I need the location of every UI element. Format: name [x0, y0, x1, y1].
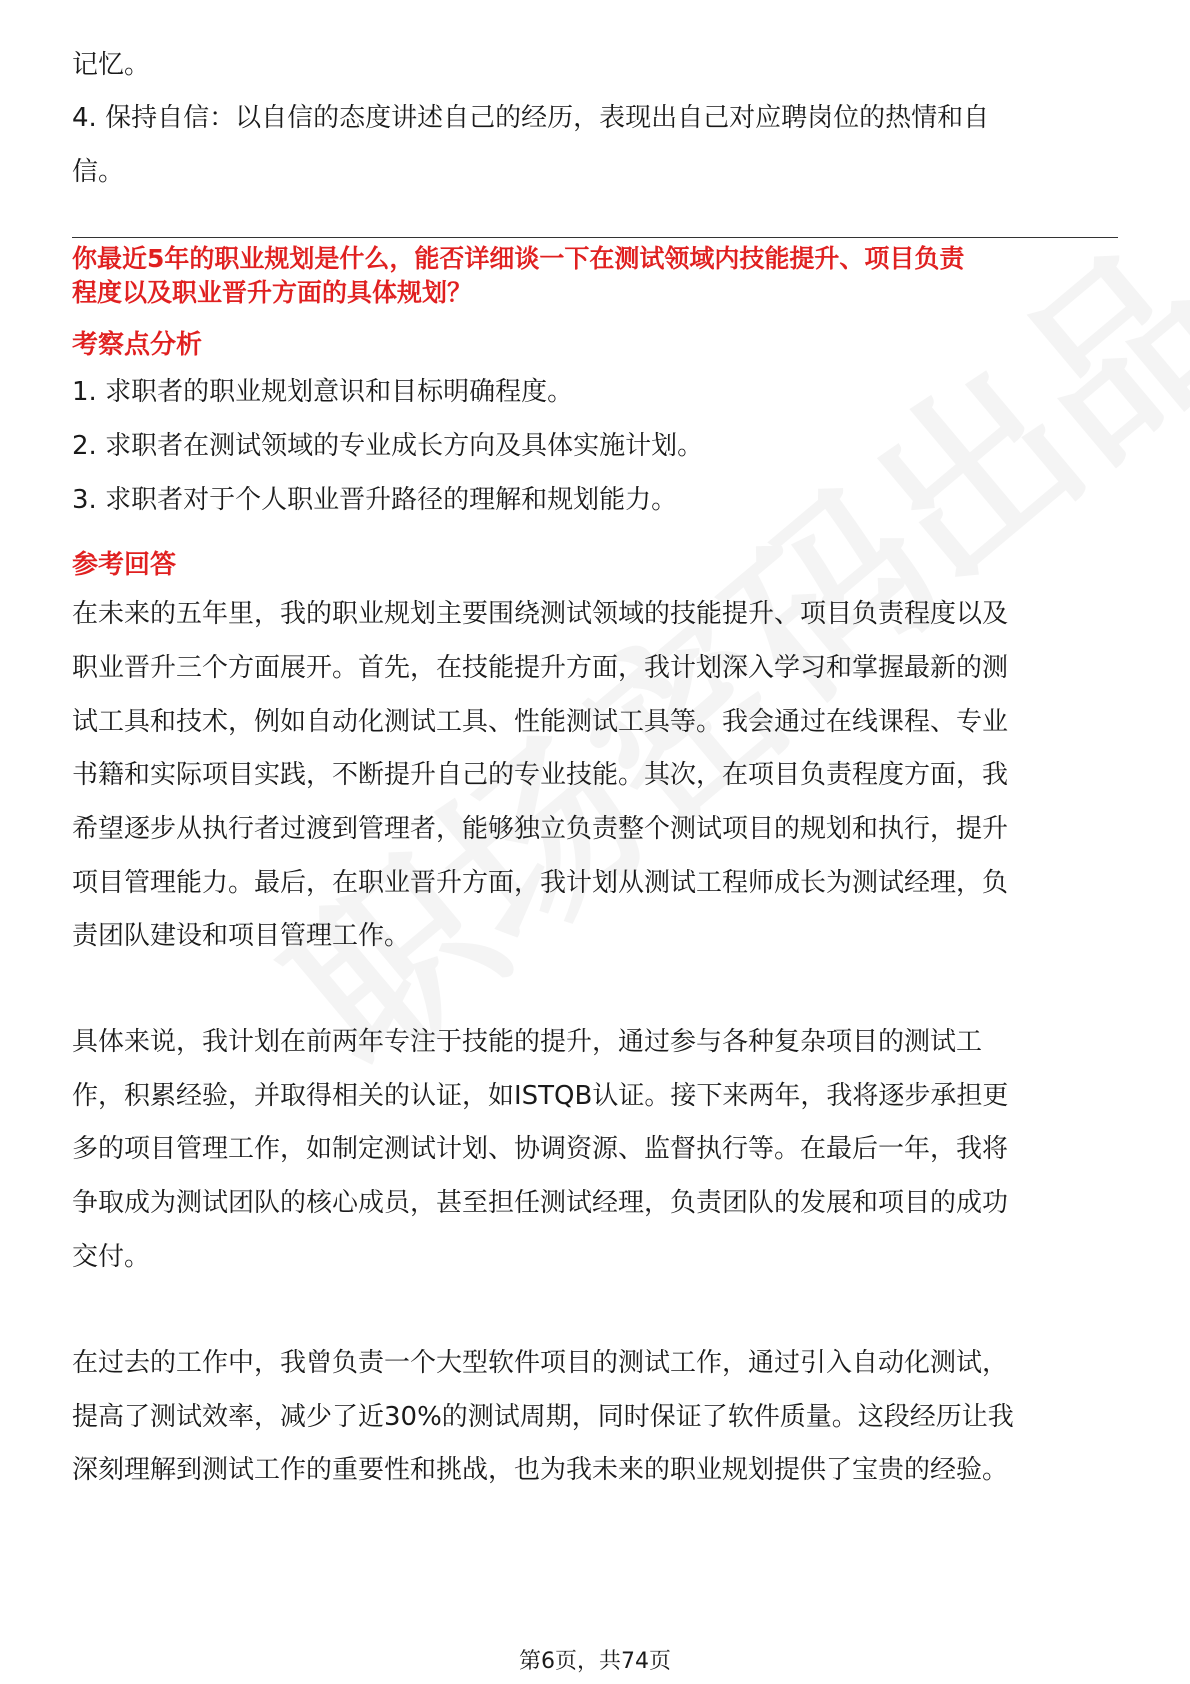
question-title: 你最近5年的职业规划是什么，能否详细谈一下在测试领域内技能提升、项目负责 [72, 244, 965, 273]
list-item: 3. 求职者对于个人职业晋升路径的理解和规划能力。 [72, 485, 678, 515]
page-number: 第6页，共74页 [519, 1649, 671, 1674]
text-line: 试工具和技术，例如自动化测试工具、性能测试工具等。我会通过在线课程、专业 [72, 707, 1009, 737]
text-line: 在过去的工作中，我曾负责一个大型软件项目的测试工作，通过引入自动化测试， [72, 1348, 1009, 1378]
divider [72, 237, 1118, 238]
document-page [72, 0, 1118, 1684]
text-line: 在未来的五年里，我的职业规划主要围绕测试领域的技能提升、项目负责程度以及 [72, 599, 1009, 629]
list-item: 2. 求职者在测试领域的专业成长方向及具体实施计划。 [72, 431, 704, 461]
text-line: 深刻理解到测试工作的重要性和挑战，也为我未来的职业规划提供了宝贵的经验。 [72, 1455, 1009, 1485]
text-line: 交付。 [72, 1242, 151, 1272]
analysis-heading: 考察点分析 [72, 330, 203, 360]
text-line: 职业晋升三个方面展开。首先，在技能提升方面，我计划深入学习和掌握最新的测 [72, 653, 1009, 683]
answer-heading: 参考回答 [72, 550, 177, 580]
text-line: 提高了测试效率，减少了近30%的测试周期，同时保证了软件质量。这段经历让我 [72, 1402, 1014, 1432]
list-item: 1. 求职者的职业规划意识和目标明确程度。 [72, 377, 574, 407]
text-line: 项目管理能力。最后，在职业晋升方面，我计划从测试工程师成长为测试经理，负 [72, 868, 1009, 898]
text-line: 希望逐步从执行者过渡到管理者，能够独立负责整个测试项目的规划和执行，提升 [72, 814, 1009, 844]
question-title: 程度以及职业晋升方面的具体规划？ [72, 278, 473, 307]
text-line: 作，积累经验，并取得相关的认证，如ISTQB认证。接下来两年，我将逐步承担更 [72, 1081, 1009, 1111]
text-line: 记忆。 [72, 50, 151, 80]
text-line: 书籍和实际项目实践，不断提升自己的专业技能。其次，在项目负责程度方面，我 [72, 760, 1009, 790]
text-line: 责团队建设和项目管理工作。 [72, 921, 411, 951]
text-line: 多的项目管理工作，如制定测试计划、协调资源、监督执行等。在最后一年，我将 [72, 1134, 1009, 1164]
text-line: 具体来说，我计划在前两年专注于技能的提升，通过参与各种复杂项目的测试工 [72, 1027, 983, 1057]
text-line: 4. 保持自信：以自信的态度讲述自己的经历，表现出自己对应聘岗位的热情和自 [72, 103, 990, 133]
text-line: 信。 [72, 157, 125, 187]
text-line: 争取成为测试团队的核心成员，甚至担任测试经理，负责团队的发展和项目的成功 [72, 1188, 1009, 1218]
